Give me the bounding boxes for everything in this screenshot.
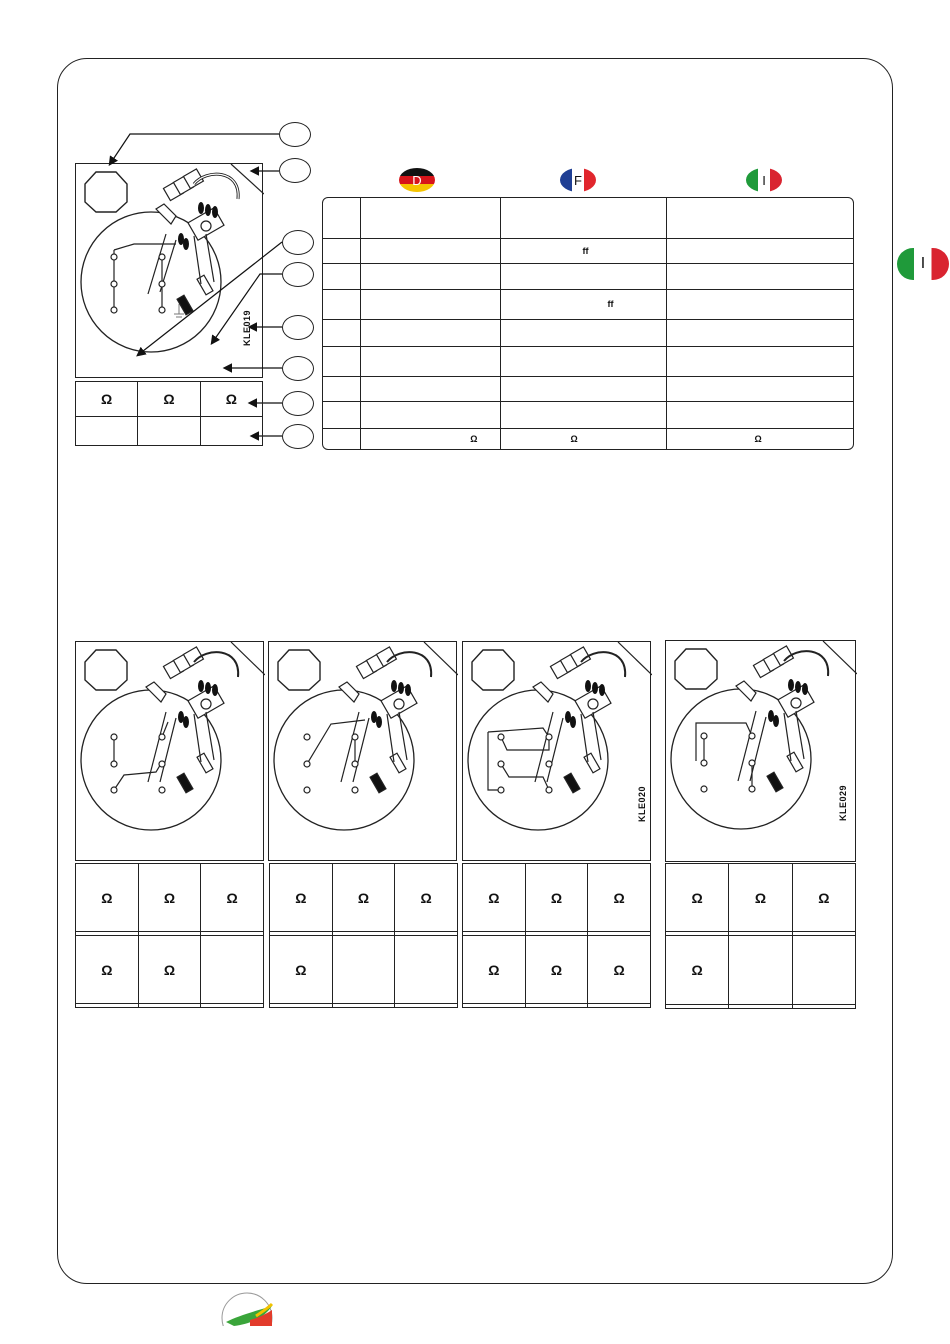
side-language-tab (897, 248, 949, 280)
table-cell (792, 1004, 855, 1008)
legend-cell: ff (500, 289, 666, 319)
france-flag (560, 168, 596, 192)
brand-logo-icon (220, 1290, 276, 1326)
legend-cell (666, 319, 853, 346)
legend-cell (323, 289, 360, 319)
switch-drawing (269, 642, 458, 862)
table-cell (332, 1004, 395, 1008)
legend-cell: Ω (500, 428, 666, 449)
table-cell: Ω (729, 864, 792, 932)
table-cell: Ω (463, 864, 526, 932)
legend-cell (323, 319, 360, 346)
table-cell (588, 1004, 651, 1008)
table-cell: Ω (666, 864, 729, 932)
table-cell: Ω (138, 936, 201, 1004)
legend-cell (666, 376, 853, 401)
table-cell: Ω (138, 382, 200, 417)
legend-cell (360, 289, 500, 319)
table-cell (200, 417, 262, 446)
table-cell (138, 417, 200, 446)
table-cell (729, 936, 792, 1004)
omega-table-3 (462, 863, 651, 1008)
legend-cell (323, 428, 360, 449)
table-cell (201, 936, 264, 1004)
table-cell: Ω (138, 864, 201, 932)
table-cell (792, 936, 855, 1004)
legend-cell (360, 376, 500, 401)
flag-letter: F (574, 172, 582, 188)
legend-cell (500, 346, 666, 376)
table-cell: Ω (76, 936, 139, 1004)
diagram-code: KLE020 (637, 785, 647, 822)
omega-table-4 (665, 863, 856, 1009)
legend-cell (500, 376, 666, 401)
legend-cell (360, 198, 500, 238)
table-cell: Ω (200, 382, 262, 417)
table-cell: Ω (792, 864, 855, 932)
legend-cell (500, 319, 666, 346)
legend-cell (500, 198, 666, 238)
legend-cell (666, 346, 853, 376)
legend-table (322, 197, 854, 450)
side-tab-letter: I (920, 255, 926, 272)
legend-cell (360, 238, 500, 263)
table-cell: Ω (525, 864, 588, 932)
legend-cell (666, 401, 853, 428)
table-cell (138, 1004, 201, 1008)
table-cell: Ω (270, 936, 333, 1004)
legend-cell (666, 238, 853, 263)
germany-flag (399, 168, 435, 192)
diagram-code: KLE029 (838, 784, 848, 821)
table-cell: Ω (588, 936, 651, 1004)
table-cell (76, 417, 138, 446)
table-cell: Ω (332, 864, 395, 932)
switch-drawing (666, 641, 857, 863)
table-cell: Ω (76, 864, 139, 932)
switch-diagram-1 (75, 641, 264, 861)
table-cell: Ω (76, 382, 138, 417)
legend-cell (666, 289, 853, 319)
table-cell: Ω (270, 864, 333, 932)
table-cell (332, 936, 395, 1004)
table-cell (666, 1004, 729, 1008)
switch-diagram-2 (268, 641, 457, 861)
legend-cell (323, 263, 360, 289)
table-cell: Ω (463, 936, 526, 1004)
table-cell (729, 1004, 792, 1008)
legend-cell (323, 238, 360, 263)
switch-diagram-3 (462, 641, 651, 861)
table-cell (395, 1004, 458, 1008)
omega-table-1 (75, 863, 264, 1008)
table-cell (76, 1004, 139, 1008)
omega-table-2 (269, 863, 458, 1008)
legend-cell (323, 401, 360, 428)
table-cell: Ω (201, 864, 264, 932)
legend-cell (500, 401, 666, 428)
legend-cell: Ω (360, 428, 500, 449)
flag-letter: D (412, 172, 422, 188)
legend-cell (323, 198, 360, 238)
switch-drawing (463, 642, 652, 862)
flag-letter: I (762, 172, 766, 188)
table-cell (270, 1004, 333, 1008)
switch-diagram-4 (665, 640, 856, 862)
diagram-code: KLE019 (242, 309, 252, 346)
table-cell: Ω (666, 936, 729, 1004)
table-cell (201, 1004, 264, 1008)
table-cell (525, 1004, 588, 1008)
legend-cell: Ω (754, 433, 762, 444)
legend-cell: ff (500, 238, 666, 263)
legend-cell (360, 401, 500, 428)
italy-flag (746, 168, 782, 192)
legend-cell (360, 346, 500, 376)
legend-cell (323, 376, 360, 401)
legend-cell (500, 263, 666, 289)
table-cell: Ω (588, 864, 651, 932)
table-cell (463, 1004, 526, 1008)
table-cell (395, 936, 458, 1004)
legend-cell (323, 346, 360, 376)
legend-cell (666, 198, 853, 238)
main-omega-table (75, 381, 263, 446)
table-cell: Ω (525, 936, 588, 1004)
legend-cell (666, 263, 853, 289)
switch-drawing (76, 642, 265, 862)
legend-cell (360, 319, 500, 346)
legend-cell (360, 263, 500, 289)
table-cell: Ω (395, 864, 458, 932)
